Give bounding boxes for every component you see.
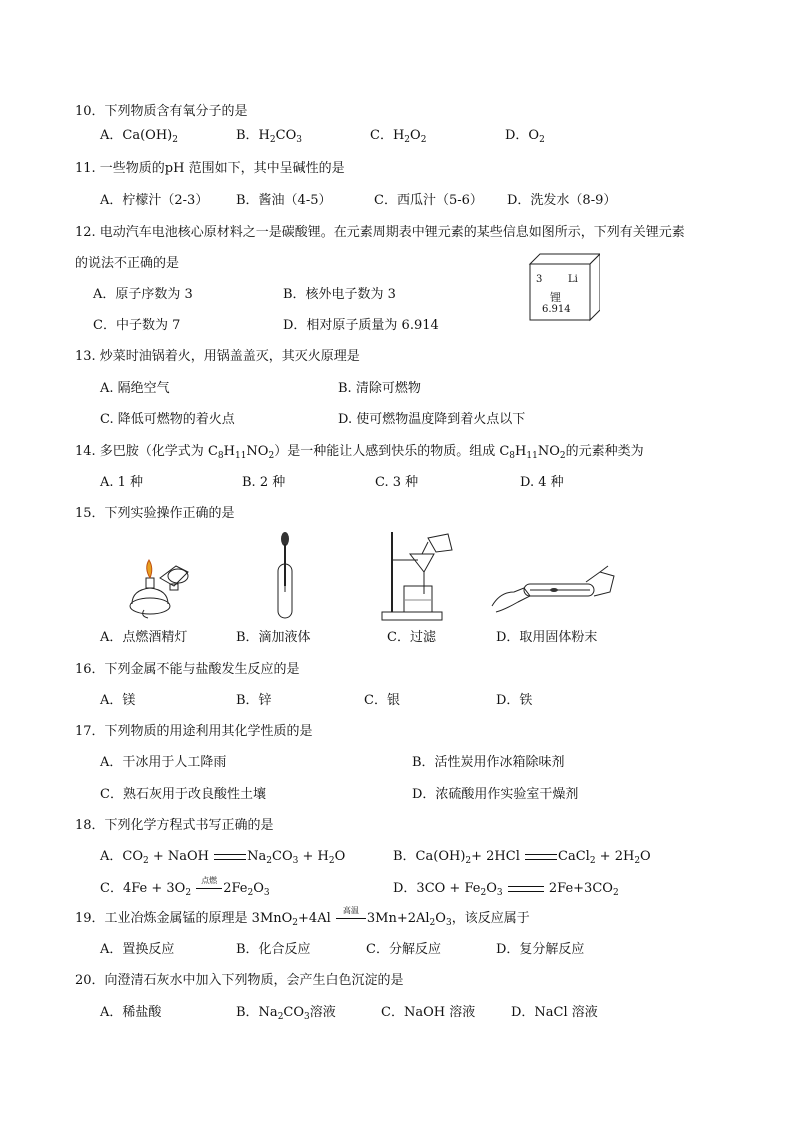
q16-option-a[interactable]: A．镁 xyxy=(100,693,136,708)
q16-stem: 16．下列金属不能与盐酸发生反应的是 xyxy=(75,662,300,677)
q18-option-a[interactable]: A．$CO_2$ + NaOH $Na_2CO_3 + H_2O$ xyxy=(100,849,346,866)
q17-option-a[interactable]: A．干冰用于人工降雨 xyxy=(100,755,227,770)
q12-option-a[interactable]: A．原子序数为 3 xyxy=(93,287,193,302)
q15-option-a[interactable]: A．点燃酒精灯 xyxy=(100,630,188,645)
q15-option-c[interactable]: C．过滤 xyxy=(387,630,436,645)
q10-option-d[interactable]: D．$O_2$ xyxy=(505,128,545,145)
q11-option-d[interactable]: D．洗发水（8-9） xyxy=(507,193,617,208)
q20-stem: 20．向澄清石灰水中加入下列物质，会产生白色沉淀的是 xyxy=(75,973,404,988)
q13-option-b[interactable]: B. 清除可燃物 xyxy=(338,381,421,396)
condition-arrow: 点燃 xyxy=(195,880,223,898)
q10-option-b[interactable]: B．$H_2CO_3$ xyxy=(236,128,302,145)
q12-option-b[interactable]: B．核外电子数为 3 xyxy=(283,287,396,302)
q17-option-c[interactable]: C．熟石灰用于改良酸性土壤 xyxy=(100,787,266,802)
element-cell-lithium xyxy=(528,252,600,322)
equals-sign xyxy=(524,848,558,866)
q19-option-d[interactable]: D．复分解反应 xyxy=(496,942,585,957)
q19-option-c[interactable]: C．分解反应 xyxy=(366,942,441,957)
q15-option-b[interactable]: B．滴加液体 xyxy=(236,630,311,645)
q14-option-d[interactable]: D. 4 种 xyxy=(520,475,564,490)
q16-option-d[interactable]: D．铁 xyxy=(496,693,533,708)
alcohol-lamp-figure xyxy=(118,548,198,620)
q17-option-d[interactable]: D．浓硫酸用作实验室干燥剂 xyxy=(412,787,579,802)
q11-stem: 11. 一些物质的pH 范围如下，其中呈碱性的是 xyxy=(75,161,345,176)
q13-option-d[interactable]: D. 使可燃物温度降到着火点以下 xyxy=(338,412,526,427)
q14-stem: 14. 多巴胺（化学式为 $C_8H_{11}NO_2$）是一种能让人感到快乐的物质。组成 $C_8H_{11}NO_2$的元素种类为 xyxy=(75,444,644,461)
dropper-test-tube-figure xyxy=(268,530,308,620)
q15-stem: 15．下列实验操作正确的是 xyxy=(75,506,235,521)
q12-stem-line2: 的说法不正确的是 xyxy=(75,256,180,271)
q20-option-d[interactable]: D．NaCl 溶液 xyxy=(511,1005,598,1020)
q12-option-c[interactable]: C．中子数为 7 xyxy=(93,318,181,333)
q19-stem: 19．工业冶炼金属锰的原理是 3MnO$_2$+4Al 高温 $3Mn+2Al_2O_3$，该反应属于 xyxy=(75,906,530,928)
q20-option-c[interactable]: C．NaOH 溶液 xyxy=(381,1005,476,1020)
q18-option-c[interactable]: C．$4Fe + 3O_2$ 点燃 $2Fe_2O_3$ xyxy=(100,876,270,898)
element-mass: 6.914 xyxy=(542,304,571,315)
q15-option-d[interactable]: D．取用固体粉末 xyxy=(496,630,598,645)
q17-option-b[interactable]: B．活性炭用作冰箱除味剂 xyxy=(412,755,565,770)
q13-option-c[interactable]: C. 降低可燃物的着火点 xyxy=(100,412,235,427)
q16-option-c[interactable]: C．银 xyxy=(364,693,400,708)
q13-option-a[interactable]: A. 隔绝空气 xyxy=(100,381,170,396)
q10-stem: 10．下列物质含有氧分子的是 xyxy=(75,104,248,119)
q12-stem-line1: 12. 电动汽车电池核心原材料之一是碳酸锂。在元素周期表中锂元素的某些信息如图所示，下列有关锂元素 xyxy=(75,225,685,240)
q14-option-a[interactable]: A. 1 种 xyxy=(100,475,144,490)
q20-option-a[interactable]: A．稀盐酸 xyxy=(100,1005,162,1020)
q16-option-b[interactable]: B．锌 xyxy=(236,693,272,708)
q18-stem: 18．下列化学方程式书写正确的是 xyxy=(75,818,274,833)
element-number: 3 xyxy=(536,274,543,285)
equals-sign xyxy=(507,880,545,898)
q11-option-a[interactable]: A．柠檬汁（2-3） xyxy=(100,193,209,208)
q10-option-a[interactable]: A．$Ca(OH)_2$ xyxy=(100,128,178,145)
filtration-figure xyxy=(378,528,458,623)
q14-option-c[interactable]: C. 3 种 xyxy=(375,475,419,490)
q20-option-b[interactable]: B．$Na_2CO_3$溶液 xyxy=(236,1005,336,1022)
element-symbol: Li xyxy=(568,274,578,285)
equals-sign xyxy=(213,848,247,866)
q17-stem: 17．下列物质的用途利用其化学性质的是 xyxy=(75,724,313,739)
q18-option-d[interactable]: D．$3CO + Fe_2O_3$ $2Fe+3CO_2$ xyxy=(393,881,619,898)
q18-option-b[interactable]: B．$Ca(OH)_2+ 2HCl$ CaCl$_2$ + $2H_2O$ xyxy=(393,849,651,866)
q13-stem: 13. 炒菜时油锅着火，用锅盖盖灭，其灭火原理是 xyxy=(75,349,360,364)
powder-sampling-figure xyxy=(490,562,620,618)
q19-option-b[interactable]: B．化合反应 xyxy=(236,942,311,957)
q14-option-b[interactable]: B. 2 种 xyxy=(242,475,286,490)
q11-option-c[interactable]: C．西瓜汁（5-6） xyxy=(374,193,483,208)
q10-option-c[interactable]: C．$H_2O_2$ xyxy=(370,128,427,145)
q12-option-d[interactable]: D．相对原子质量为 6.914 xyxy=(283,318,439,333)
q11-option-b[interactable]: B．酱油（4-5） xyxy=(236,193,332,208)
condition-arrow: 高温 xyxy=(335,910,367,928)
q19-option-a[interactable]: A．置换反应 xyxy=(100,942,175,957)
element-name: 锂 xyxy=(550,291,561,304)
